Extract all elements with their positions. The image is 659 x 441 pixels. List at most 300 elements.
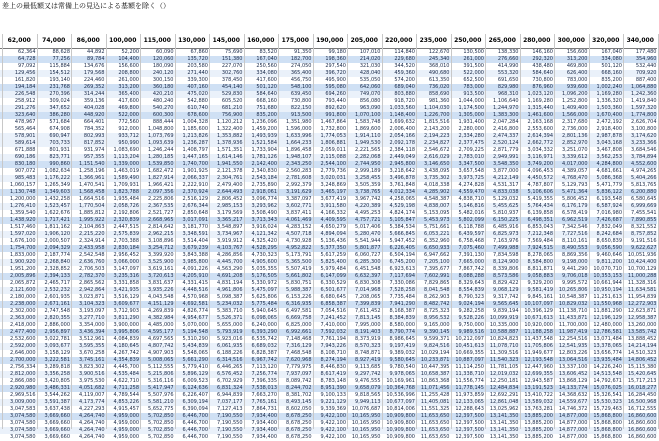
table-row <box>0 378 657 385</box>
table-cell: 689,040 <box>394 84 415 90</box>
table-cell: 339,300 <box>187 77 208 83</box>
table-cell: 3,181,770 <box>182 224 208 230</box>
table-cell: 1,060,157 <box>10 182 36 188</box>
table-cell: 939,600 <box>566 84 588 90</box>
table-cell: 1,336,320 <box>596 98 622 104</box>
column-divider <box>140 34 141 429</box>
table-cell: 5,836,122 <box>596 189 622 195</box>
table-cell: 7,934,400 <box>251 427 277 433</box>
table-cell: 12,447,960 <box>524 364 553 370</box>
table-cell: 9,024,194 <box>458 301 484 307</box>
table-cell: 5,655,000 <box>217 322 243 328</box>
table-cell: 5,751,661 <box>424 224 450 230</box>
table-cell: 9,476,555 <box>355 378 381 384</box>
table-cell: 4,894,094 <box>320 231 346 237</box>
table-cell: 77,256 <box>52 56 70 62</box>
table-cell: 6,009,523 <box>182 378 208 384</box>
table-cell: 2,054,166 <box>389 133 415 139</box>
table-cell: 7,611,452 <box>355 308 381 314</box>
table-cell: 15,115,380 <box>627 364 657 370</box>
table-cell: 6,831,324 <box>217 385 243 391</box>
table-cell: 4,382,984 <box>148 315 174 321</box>
table-cell: 11,437,548 <box>524 336 553 342</box>
table-cell: 271,440 <box>187 70 208 76</box>
table-cell: 12,958,387 <box>627 315 657 321</box>
table-cell: 179,568 <box>83 70 105 76</box>
table-cell: 4,119,007 <box>79 392 105 398</box>
table-cell: 2,542,548 <box>79 252 105 258</box>
table-cell: 12,397,500 <box>455 420 484 426</box>
table-cell: 6,226,407 <box>182 392 208 398</box>
table-cell: 4,017,000 <box>562 161 588 167</box>
table-cell: 11,987,419 <box>558 329 588 335</box>
table-cell: 6,176,179 <box>562 203 588 209</box>
table-cell: 6,758,468 <box>458 238 484 244</box>
table-cell: 5,471,779 <box>596 182 622 188</box>
table-cell: 11,338,710 <box>455 371 484 377</box>
table-cell: 1,174,500 <box>458 105 484 111</box>
table-cell: 7,014,968 <box>355 287 381 293</box>
table-cell: 3,514,404 <box>182 238 208 244</box>
table-cell: 3,074,580 <box>10 413 36 419</box>
table-cell: 6,139,858 <box>527 210 553 216</box>
table-cell: 151,380 <box>221 56 243 62</box>
table-cell: 10,212,097 <box>455 336 484 342</box>
table-cell: 3,973,725 <box>458 175 484 181</box>
table-cell: 3,293,962 <box>251 203 277 209</box>
table-cell: 1,833,000 <box>10 252 36 258</box>
table-cell: 292,320 <box>532 56 553 62</box>
table-row <box>0 322 657 329</box>
table-cell: 817,852 <box>83 140 105 146</box>
table-cell: 6,390,094 <box>182 406 208 412</box>
table-cell: 404,028 <box>83 105 105 111</box>
table-cell: 5,475,097 <box>251 287 277 293</box>
table-cell: 7,256,774 <box>251 371 277 377</box>
table-cell: 8,580,000 <box>389 322 415 328</box>
table-cell: 167,040 <box>601 49 622 55</box>
table-cell: 858,690 <box>428 91 450 97</box>
table-cell: 3,712,903 <box>113 308 139 314</box>
table-cell: 3,919,912 <box>217 238 243 244</box>
table-cell: 129,456 <box>14 70 36 76</box>
table-cell: 7,620,968 <box>286 357 312 363</box>
table-cell: 313,200 <box>566 56 588 62</box>
table-cell: 1,242,360 <box>631 91 657 97</box>
table-cell: 7,037,177 <box>217 399 243 405</box>
table-cell: 835,200 <box>601 77 622 83</box>
table-cell: 5,702,850 <box>148 420 174 426</box>
table-cell: 10,887,097 <box>455 357 484 363</box>
table-cell: 7,937,097 <box>286 371 312 377</box>
column-header: 175,000 <box>281 37 309 44</box>
table-cell: 2,801,136 <box>562 133 588 139</box>
table-cell: 13,885,200 <box>524 434 553 440</box>
table-cell: 3,738,765 <box>355 189 381 195</box>
table-cell: 12,272,903 <box>627 301 657 307</box>
table-cell: 3,679,239 <box>182 245 208 251</box>
table-cell: 11,653,650 <box>420 427 450 433</box>
table-cell: 1,949,530 <box>355 140 381 146</box>
table-cell: 309,024 <box>49 98 70 104</box>
table-cell: 9,329,200 <box>527 280 553 286</box>
table-cell: 1,664,516 <box>79 196 105 202</box>
table-cell: 62,364 <box>18 49 36 55</box>
table-cell: 3,047,583 <box>10 406 36 412</box>
table-cell: 7,208,065 <box>355 294 381 300</box>
table-cell: 1,305,000 <box>458 112 484 118</box>
table-cell: 91,350 <box>294 49 312 55</box>
table-cell: 772,560 <box>118 119 139 125</box>
table-row <box>0 434 657 441</box>
table-cell: 730,800 <box>290 98 312 104</box>
table-cell: 313,200 <box>118 84 139 90</box>
table-cell: 1,244,970 <box>493 105 519 111</box>
column-divider <box>71 34 72 429</box>
table-cell: 4,043,548 <box>148 294 174 300</box>
table-row <box>0 357 657 364</box>
table-cell: 5,896,129 <box>182 371 208 377</box>
table-cell: 4,284,800 <box>596 161 622 167</box>
table-cell: 417,600 <box>118 98 139 104</box>
table-cell: 321,030 <box>359 63 381 69</box>
table-cell: 15,868,800 <box>593 413 622 419</box>
table-cell: 5,176,505 <box>251 273 277 279</box>
table-cell: 5,453,973 <box>424 217 450 223</box>
table-cell: 1,539,850 <box>148 161 174 167</box>
table-cell: 4,283,152 <box>286 224 312 230</box>
table-cell: 3,975,530 <box>79 378 105 384</box>
table-cell: 9,581,419 <box>527 287 553 293</box>
table-cell: 2,709,225 <box>458 147 484 153</box>
table-cell: 2,104,863 <box>79 224 105 230</box>
column-divider <box>175 34 176 429</box>
table-cell: 5,384,534 <box>389 224 415 230</box>
table-cell: 2,370,924 <box>182 189 208 195</box>
table-cell: 1,315,440 <box>527 105 553 111</box>
table-cell: 9,297,742 <box>355 371 381 377</box>
table-cell: 7,765,161 <box>251 399 277 405</box>
table-cell: 3,179,569 <box>217 210 243 216</box>
column-divider <box>347 34 348 429</box>
table-cell: 1,901,925 <box>182 168 208 174</box>
table-row <box>0 168 657 175</box>
table-row <box>0 329 657 336</box>
table-cell: 14,214,194 <box>627 343 657 349</box>
table-cell: 4,974,265 <box>631 168 657 174</box>
table-cell: 3,034,332 <box>527 147 553 153</box>
table-cell: 9,528,226 <box>458 315 484 321</box>
table-cell: 7,410,000 <box>320 322 346 328</box>
table-row <box>0 413 657 420</box>
table-cell: 14,133,774 <box>558 385 588 391</box>
table-cell: 8,951,390 <box>320 385 346 391</box>
table-cell: 2,143,200 <box>424 126 450 132</box>
table-cell: 8,956,532 <box>424 315 450 321</box>
table-cell: 8,678,250 <box>286 434 312 440</box>
table-cell: 2,644,493 <box>217 189 243 195</box>
table-cell: 6,576,452 <box>217 371 243 377</box>
table-row <box>0 231 657 238</box>
table-cell: 2,097,356 <box>148 189 174 195</box>
table-cell: 4,096,453 <box>527 168 553 174</box>
table-cell: 5,017,406 <box>355 224 381 230</box>
table-cell: 6,314,516 <box>217 357 243 363</box>
table-cell: 4,692,581 <box>182 301 208 307</box>
table-row <box>0 147 657 154</box>
table-cell: 414,990 <box>497 63 519 69</box>
table-cell: 4,768,470 <box>562 175 588 181</box>
table-cell: 931,974 <box>83 147 105 153</box>
table-cell: 10,451,613 <box>455 343 484 349</box>
table-cell: 990,860 <box>49 161 70 167</box>
table-cell: 8,617,419 <box>320 371 346 377</box>
table-cell: 3,339,612 <box>562 154 588 160</box>
table-cell: 918,720 <box>394 98 415 104</box>
table-cell: 2,384,118 <box>389 147 415 153</box>
table-cell: 4,258,065 <box>389 196 415 202</box>
table-cell: 3,548,897 <box>217 224 243 230</box>
table-cell: 8,927,419 <box>355 357 381 363</box>
table-cell: 130,500 <box>463 49 484 55</box>
table-cell: 5,106,606 <box>527 189 553 195</box>
column-header: 300,000 <box>557 37 585 44</box>
table-cell: 963,090 <box>359 105 381 111</box>
table-cell: 7,190,550 <box>217 413 243 419</box>
table-cell: 3,289,818 <box>44 364 70 370</box>
table-cell: 13,071,484 <box>593 336 622 342</box>
table-cell: 7,016,980 <box>596 210 622 216</box>
table-cell: 6,446,700 <box>182 420 208 426</box>
table-cell: 6,587,924 <box>596 203 622 209</box>
table-cell: 3,009,000 <box>10 399 36 405</box>
table-cell: 475,020 <box>187 91 208 97</box>
column-header: 320,000 <box>592 37 620 44</box>
table-cell: 3,174,620 <box>631 133 657 139</box>
table-cell: 15,530,323 <box>593 399 622 405</box>
table-cell: 7,148,468 <box>286 336 312 342</box>
table-cell: 4,563,290 <box>217 266 243 272</box>
table-cell: 2,706,503 <box>79 266 105 272</box>
table-cell: 3,900,000 <box>113 322 139 328</box>
table-cell: 2,521,727 <box>148 210 174 216</box>
table-cell: 10,335,000 <box>489 322 519 328</box>
table-cell: 10,447,395 <box>420 364 450 370</box>
table-row <box>0 217 657 224</box>
table-cell: 2,418,000 <box>10 322 36 328</box>
table-cell: 3,784,894 <box>631 154 657 160</box>
table-cell: 501,120 <box>601 63 622 69</box>
table-cell: 730,800 <box>532 77 553 83</box>
table-cell: 11,634,581 <box>627 287 657 293</box>
table-cell: 208,800 <box>118 70 139 76</box>
table-row <box>0 196 657 203</box>
table-cell: 8,384,839 <box>389 315 415 321</box>
table-cell: 12,397,500 <box>455 434 484 440</box>
table-cell: 4,091,226 <box>182 266 208 272</box>
table-cell: 678,600 <box>187 112 208 118</box>
table-row <box>0 266 657 273</box>
table-cell: 8,262,903 <box>424 294 450 300</box>
table-cell: 354,960 <box>635 56 657 62</box>
table-cell: 2,187,774 <box>44 252 70 258</box>
table-cell: 3,548,350 <box>493 161 519 167</box>
table-cell: 6,745,200 <box>389 259 415 265</box>
table-cell: 1,622,676 <box>44 210 70 216</box>
table-cell: 2,546,672 <box>424 147 450 153</box>
table-cell: 2,192,806 <box>113 210 139 216</box>
table-cell: 360,180 <box>152 84 174 90</box>
table-cell: 261,000 <box>463 56 484 62</box>
table-cell: 2,363,000 <box>10 315 36 321</box>
table-cell: 3,235,316 <box>113 273 139 279</box>
table-cell: 540,270 <box>152 105 174 111</box>
table-cell: 9,995,572 <box>562 280 588 286</box>
table-cell: 1,966,421 <box>148 182 174 188</box>
table-cell: 5,146,816 <box>458 203 484 209</box>
table-cell: 1,614,146 <box>217 154 243 160</box>
table-cell: 13,337,100 <box>558 364 588 370</box>
table-cell: 4,264,740 <box>79 413 105 419</box>
table-cell: 2,662,772 <box>527 140 553 146</box>
table-cell: 3,843,388 <box>182 252 208 258</box>
table-cell: 250,560 <box>256 63 277 69</box>
table-cell: 6,999,669 <box>631 203 657 209</box>
table-row <box>0 364 657 371</box>
table-cell: 5,105,847 <box>389 217 415 223</box>
table-cell: 4,325,420 <box>251 238 277 244</box>
table-cell: 10,909,800 <box>386 434 415 440</box>
table-cell: 4,826,774 <box>182 308 208 314</box>
table-cell: 3,496,878 <box>389 175 415 181</box>
table-row <box>0 238 657 245</box>
table-cell: 9,339,369 <box>320 406 346 412</box>
table-cell: 407,160 <box>187 84 208 90</box>
table-cell: 4,528,295 <box>251 245 277 251</box>
table-cell: 52,200 <box>121 49 139 55</box>
table-cell: 5,316,116 <box>148 378 174 384</box>
table-cell: 10,536,996 <box>386 392 415 398</box>
table-row <box>0 392 657 399</box>
table-cell: 1,568,458 <box>79 189 105 195</box>
table-cell: 1,914,110 <box>355 133 381 139</box>
table-cell: 67,860 <box>190 49 208 55</box>
table-cell: 2,671,161 <box>44 301 70 307</box>
table-cell: 5,979,484 <box>320 266 346 272</box>
table-cell: 7,190,550 <box>217 434 243 440</box>
table-cell: 13,885,200 <box>524 427 553 433</box>
table-cell: 1,033,560 <box>389 105 415 111</box>
table-cell: 4,166,332 <box>320 210 346 216</box>
table-cell: 5,923,016 <box>217 336 243 342</box>
table-cell: 5,947,452 <box>389 238 415 244</box>
table-cell: 3,877,000 <box>493 168 519 174</box>
table-cell: 7,934,400 <box>251 413 277 419</box>
table-cell: 3,108,896 <box>148 238 174 244</box>
table-cell: 5,008,065 <box>148 357 174 363</box>
table-cell: 2,334,280 <box>458 133 484 139</box>
table-cell: 887,400 <box>635 77 657 83</box>
table-cell: 11,540,323 <box>489 357 519 363</box>
table-cell: 4,220,389 <box>355 203 381 209</box>
table-row <box>0 294 657 301</box>
table-cell: 1,073,769 <box>148 133 174 139</box>
table-cell: 3,734,967 <box>217 231 243 237</box>
table-cell: 1,082,634 <box>44 168 70 174</box>
table-cell: 7,426,687 <box>596 217 622 223</box>
table-cell: 6,858,387 <box>320 301 346 307</box>
table-row <box>0 70 657 77</box>
column-header: 280,000 <box>523 37 551 44</box>
table-cell: 10,588,887 <box>489 329 519 335</box>
table-row <box>0 84 657 91</box>
table-cell: 4,495,253 <box>355 210 381 216</box>
table-cell: 5,070,000 <box>182 322 208 328</box>
table-cell: 2,969,516 <box>10 392 36 398</box>
table-cell: 7,190,550 <box>217 420 243 426</box>
table-cell: 7,665,000 <box>458 259 484 265</box>
table-cell: 7,075,460 <box>458 245 484 251</box>
table-cell: 6,962,519 <box>562 217 588 223</box>
table-cell: 107,010 <box>359 49 381 55</box>
table-cell: 156,600 <box>118 63 139 69</box>
table-cell: 9,198,000 <box>562 259 588 265</box>
table-cell: 1,732,800 <box>320 126 346 132</box>
table-cell: 2,238,000 <box>10 301 36 307</box>
table-cell: 2,703,388 <box>113 238 139 244</box>
table-cell: 6,061,935 <box>217 343 243 349</box>
table-cell: 193,140 <box>49 77 70 83</box>
table-cell: 6,992,661 <box>286 329 312 335</box>
table-cell: 240,120 <box>152 70 174 76</box>
table-cell: 6,504,194 <box>389 252 415 258</box>
table-cell: 11,973,859 <box>455 392 484 398</box>
table-cell: 12,250,181 <box>489 378 519 384</box>
table-cell: 182,700 <box>290 56 312 62</box>
table-cell: 6,352,960 <box>424 238 450 244</box>
table-cell: 15,076,025 <box>593 385 622 391</box>
table-cell: 3,720,613 <box>148 273 174 279</box>
table-cell: 2,999,189 <box>355 168 381 174</box>
table-cell: 6,669,758 <box>286 315 312 321</box>
table-cell: 4,915,457 <box>113 406 139 412</box>
table-cell: 1,349,603 <box>44 189 70 195</box>
table-cell: 1,589,490 <box>113 175 139 181</box>
table-cell: 1,503,360 <box>596 105 622 111</box>
table-cell: 1,447,165 <box>182 154 208 160</box>
table-cell: 652,500 <box>463 77 484 83</box>
table-cell: 12,019,032 <box>489 371 519 377</box>
table-cell: 10,076,687 <box>351 406 381 412</box>
table-cell: 1,467,864 <box>320 119 346 125</box>
table-row <box>0 336 657 343</box>
table-cell: 13,025,962 <box>489 406 519 412</box>
column-divider <box>37 34 38 429</box>
table-cell: 3,020,031 <box>320 175 346 181</box>
table-cell: 6,446,265 <box>217 364 243 370</box>
table-cell: 359,136 <box>83 98 105 104</box>
table-row <box>0 210 657 217</box>
table-cell: 892,620 <box>325 105 346 111</box>
table-cell: 15,868,800 <box>593 434 622 440</box>
table-cell: 5,806,452 <box>562 196 588 202</box>
table-cell: 7,941,290 <box>389 301 415 307</box>
table-cell: 8,373,919 <box>355 336 381 342</box>
table-cell: 2,747,548 <box>44 308 70 314</box>
table-cell: 2,830,184 <box>113 245 139 251</box>
table-cell: 8,650,839 <box>596 238 622 244</box>
table-cell: 2,544,100 <box>320 161 346 167</box>
